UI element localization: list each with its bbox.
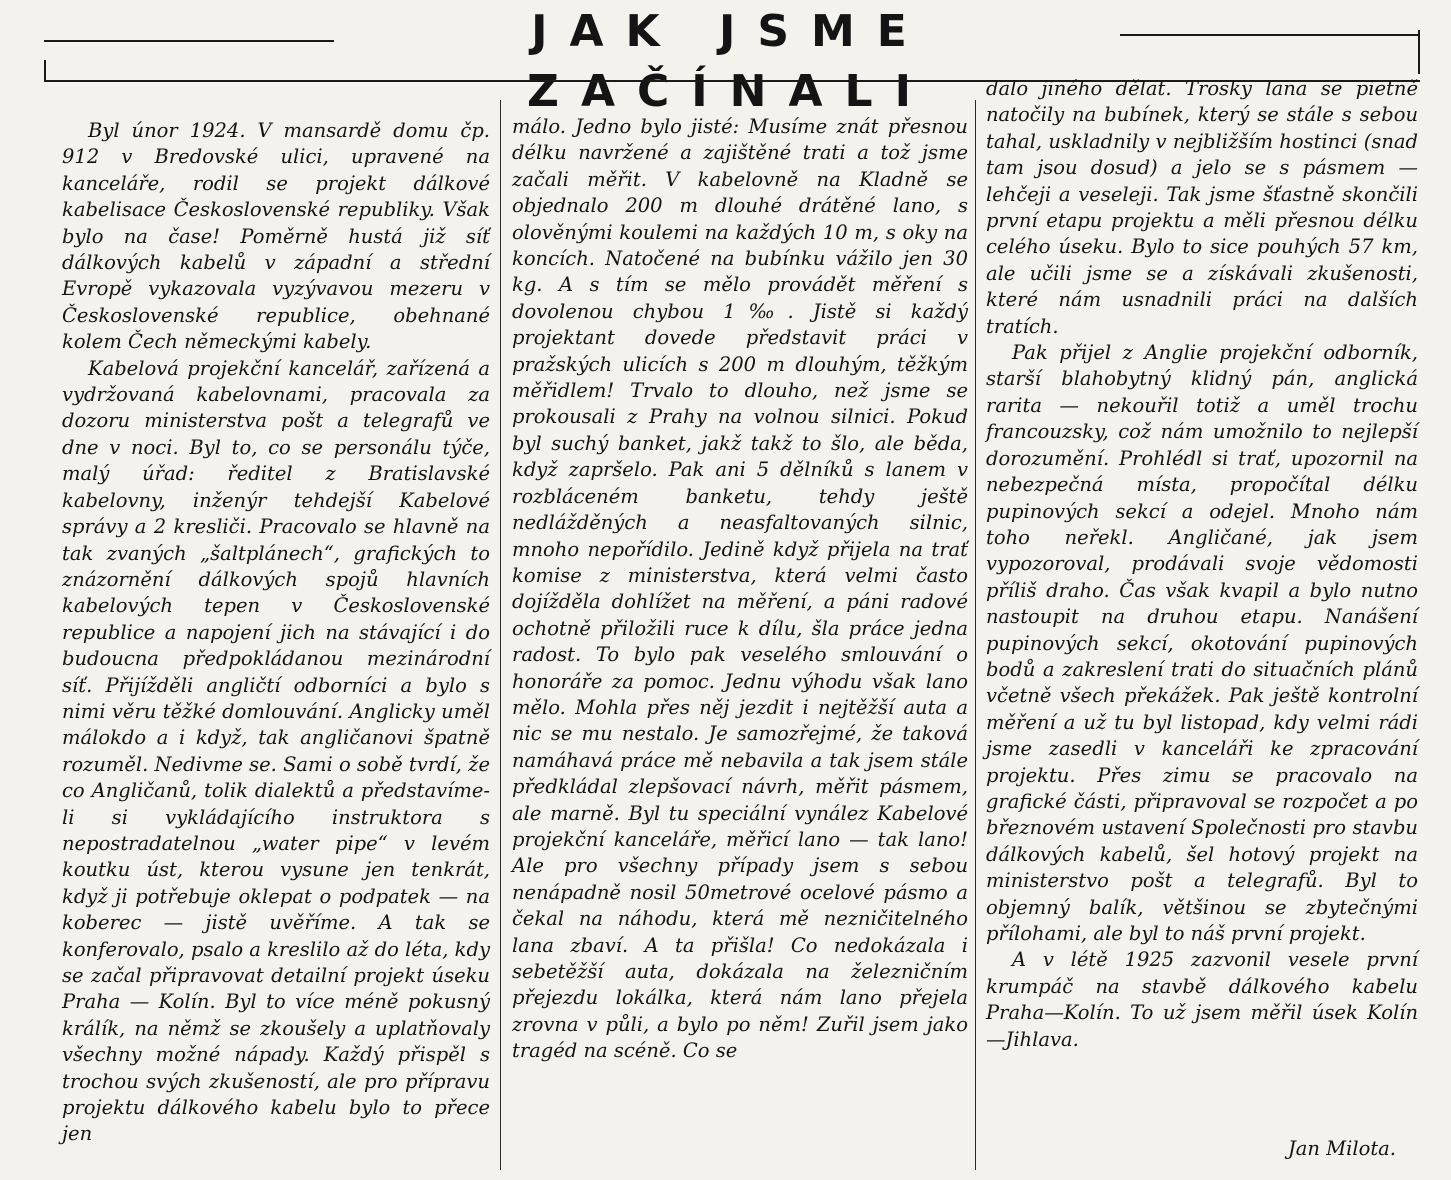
paragraph: Byl únor 1924. V mansardě domu čp. 912 v Bredovské ulici, upravené na kanceláře, rodil se projekt dálkové kabelisace Československé republiky. Však bylo na čase! Poměrně hustá již síť dálkových kabelů v západní a střední Evropě vykazovala vyzývavou mezeru v Československé republice, obehnané kolem Čech německými kabely. [62,119,490,354]
author-signature: Jan Milota. [1287,1137,1396,1160]
article-title: JAK JSME ZAČÍNALI [527,6,933,117]
text-column-2 [512,114,968,1065]
text-column-1 [62,118,490,1148]
paragraph: A v létě 1925 zazvonil vesele první krumpáč na stavbě dálkového kabelu Praha—Kolín. To už jsem měřil úsek Kolín—Jihlava. [986,948,1418,1051]
column-divider [975,100,976,1170]
paragraph: dalo jiného dělat. Trosky lana se pietně natočily na bubínek, který se stále s sebou tahal, uskladnily v nejbližším hostinci (snad tam jsou dosud) a jelo se s pásmem — lehčeji a veseleji. Tak jsme šťastně skončili první etapu projektu a měli přesnou délku celého úseku. Bylo to sice pouhých 57 km, ale učili jsme se a získávali zkušenosti, které nám usnadnili práci na dalších tratích. [986,77,1418,338]
title-rule-right [1120,34,1420,36]
title-rule-left [44,40,334,42]
frame-left-edge [44,60,46,82]
paragraph: Pak přijel z Anglie projekční odborník, starší blahobytný klidný pán, anglická rarita — nekouřil totiž a uměl trochu francouzsky, což nám umožnilo to nejlepší dorozumění. Prohlédl si trať, upozornil na nebezpečná místa, propočítal délku pupinových sekcí a odejel. Mnoho nám toho neřekl. Angličané, jak jsem vypozoroval, prodávali svoje vědomosti příliš draho. Čas však kvapil a bylo nutno nastoupit na druhou etapu. Nanášení pupinových sekcí, okotování pupinových bodů a zakreslení trati do situačních plánů včetně všech překážek. Pak ještě kontrolní měření a už tu byl listopad, kdy velmi rádi jsme zasedli v kanceláři ke zpracování projektu. Přes zimu se pracovalo na grafické části, připravoval se rozpočet a po březnovém ustavení Společnosti pro stavbu dálkových kabelů, šel hotový projekt na ministerstvo pošt a telegrafů. Byl to objemný balík, většinou se zbytečnými přílohami, ale byl to náš první projekt. [986,341,1418,945]
paragraph: málo. Jedno bylo jisté: Musíme znát přesnou délku navržené a zajištěné trati a tož jsme začali měřit. V kabelovně na Kladně se objednalo 200 m dlouhé drátěné lano, s olověnými koulemi na každých 10 m, s oky na koncích. Natočené na bubínku vážilo jen 30 kg. A s tím se mělo provádět měření s dovolenou chybou 1‰. Jistě si každý projektant dovede představit práci v pražských ulicích s 200 m dlouhým, těžkým měřidlem! Trvalo to dlouho, než jsme se prokousali z Prahy na volnou silnici. Pokud byl suchý banket, jakž takž to šlo, ale běda, když zapršelo. Pak ani 5 dělníků s lanem v rozbláceném banketu, tehdy ještě nedlážděných a neasfaltovaných silnic, mnoho nepořídilo. Jedině když přijela na trať komise z ministerstva, která velmi často dojížděla dohlížet na měření, a páni radové ochotně přiložili ruce k dílu, šla práce jedna radost. To bylo pak veselého smlouvání o honoráře za pomoc. Jednu výhodu však lano mělo. Mohla přes něj jezdit i nejtěžší auta a nic se mu nestalo. Je samozřejmé, že taková namáhavá práce mě nebavila a tak jsem stále předkládal zlepšovací návrh, měřit pásmem, ale marně. Byl tu speciální vynález Kabelové projekční kanceláře, měřicí lano — tak lano! Ale pro všechny případy jsem s sebou nenápadně nosil 50metrové ocelové pásmo a čekal na náhodu, která mě nezničitelného lana zbaví. A ta přišla! Co nedokázala i sebetěžší auta, dokázala na železničním přejezdu lokálka, která nám lano přejela zrovna v půli, a bylo po něm! Zuřil jsem jako tragéd na scéně. Co se [512,115,968,1063]
paragraph: Kabelová projekční kancelář, zařízená a vydržovaná kabelovnami, pracovala za dozoru ministerstva pošt a telegrafů ve dne v noci. Byl to, co se personálu týče, malý úřad: ředitel z Bratislavské kabelovny, inženýr tehdejší Kabelové správy a 2 kresliči. Pracovalo se hlavně na tak zvaných „šaltplánech“, grafických to znázornění dálkových spojů hlavních kabelových tepen v Československé republice a napojení jich na stávající i do budoucna předpokládanou mezinárodní síť. Přijížděli angličtí odborníci a bylo s nimi věru těžké domlouvání. Anglicky uměl málokdo a i když, tak angličanovi špatně rozuměl. Nedivme se. Sami o sobě tvrdí, že co Angličanů, tolik dialektů a představíme-li si vykládajícího instruktora s nepostradatelnou „water pipe“ v levém koutku úst, kterou vysune jen tenkrát, když ji potřebuje oklepat o podpatek — na koberec — jistě uvěříme. A tak se konferovalo, psalo a kreslilo až do léta, kdy se začal připravovat detailní projekt úseku Praha — Kolín. Byl to více méně pokusný králík, na němž se zkoušely a uplatňovaly všechny možné nápady. Každý přispěl s trochou svých zkušeností, ale pro přípravu projektu dálkového kabelu bylo to přece jen [62,356,490,1146]
text-column-3 [986,76,1418,1053]
frame-right-edge [1418,30,1420,74]
column-divider [500,100,501,1170]
